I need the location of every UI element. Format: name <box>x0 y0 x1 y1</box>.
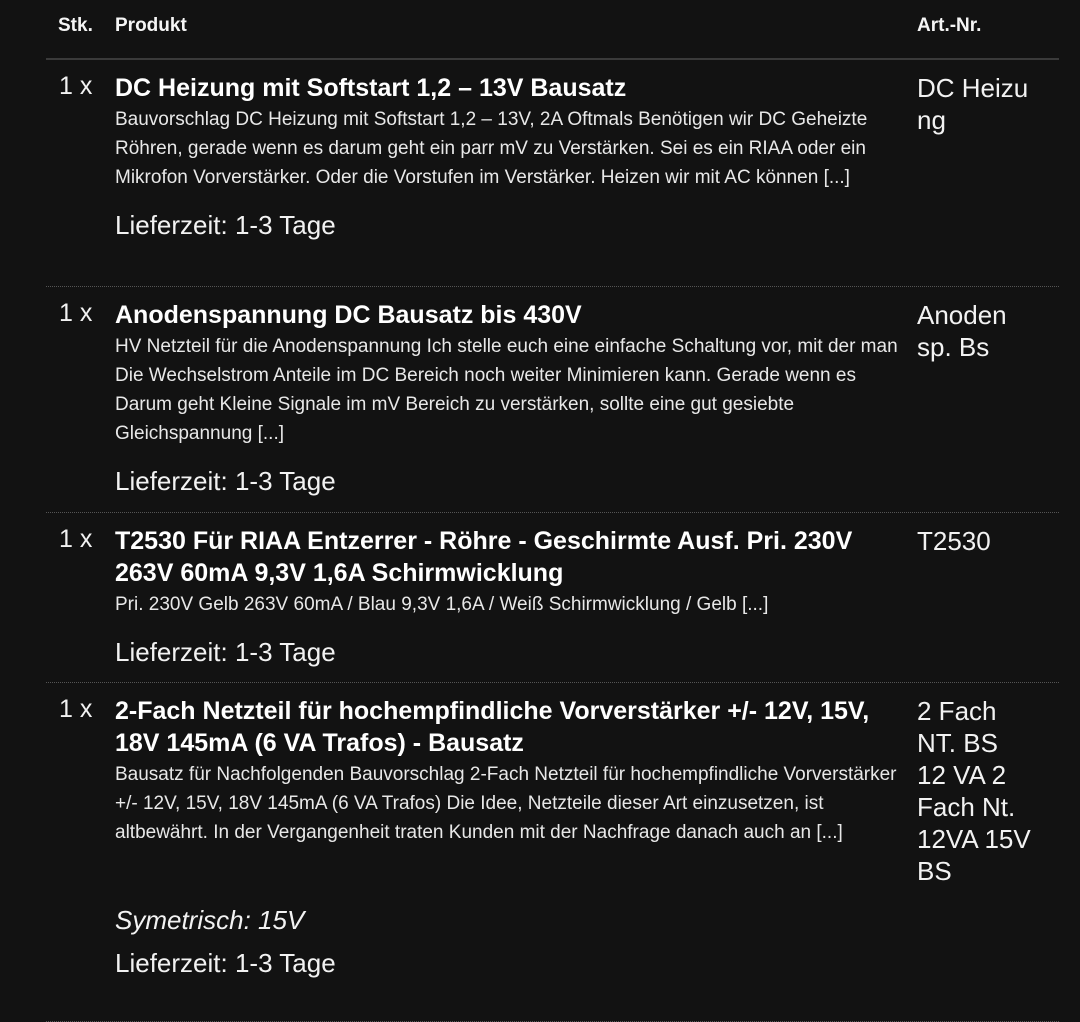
product-option: Symetrisch: 15V <box>115 905 305 935</box>
table-header <box>46 0 1059 60</box>
product-description: Pri. 230V Gelb 263V 60mA / Blau 9,3V 1,6A / Weiß Schirmwicklung / Gelb [...] <box>115 594 769 615</box>
delivery-time: Lieferzeit: 1-3 Tage <box>115 210 336 240</box>
delivery-time: Lieferzeit: 1-3 Tage <box>115 948 336 978</box>
product-title-link[interactable]: T2530 Für RIAA Entzerrer - Röhre - Geschirmte Ausf. Pri. 230V 263V 60mA 9,3V 1,6A Schirmwicklung <box>115 527 853 587</box>
table-row <box>46 60 1059 287</box>
product-cell <box>115 287 905 497</box>
product-cell <box>115 683 905 979</box>
delivery-time: Lieferzeit: 1-3 Tage <box>115 466 336 496</box>
product-cell <box>115 513 905 668</box>
product-description: Bausatz für Nachfolgenden Bauvorschlag 2-Fach Netzteil für hochempfindliche Vorverstärker +/- 12V, 15V, 18V 145mA (6 VA Trafos) Die Idee, Netzteile dieser Art einzusetzen, ist altbewährt. In der Vergangenheit traten Kunden mit der Nachfrage danach auch an [...] <box>115 764 897 843</box>
product-cell <box>115 60 905 241</box>
table-row <box>46 287 1059 513</box>
row-qty: 1 x <box>59 299 93 327</box>
table-row <box>46 513 1059 683</box>
product-title-link[interactable]: DC Heizung mit Softstart 1,2 – 13V Bausatz <box>115 74 627 102</box>
product-description: HV Netzteil für die Anodenspannung Ich stelle euch eine einfache Schaltung vor, mit der man Die Wechselstrom Anteile im DC Bereich noch weiter Minimieren kann. Gerade wenn es Darum geht Kleine Signale im mV Bereich zu verstärken, sollte eine gut gesiebte Gleichspannung [...] <box>115 336 898 444</box>
row-qty: 1 x <box>59 72 93 100</box>
article-number: Anoden sp. Bs <box>917 300 1007 362</box>
article-number: DC Heizung <box>917 73 1029 135</box>
delivery-time: Lieferzeit: 1-3 Tage <box>115 637 336 667</box>
header-qty: Stk. <box>58 15 93 36</box>
article-number: 2 Fach NT. BS 12 VA 2 Fach Nt. 12VA 15V BS <box>917 696 1031 886</box>
article-number: T2530 <box>917 526 991 556</box>
product-title-link[interactable]: Anodenspannung DC Bausatz bis 430V <box>115 301 582 329</box>
row-qty: 1 x <box>59 525 93 553</box>
header-product: Produkt <box>115 15 187 36</box>
cart-table <box>46 0 1059 1022</box>
product-title-link[interactable]: 2-Fach Netzteil für hochempfindliche Vorverstärker +/- 12V, 15V, 18V 145mA (6 VA Trafos) - Bausatz <box>115 697 870 757</box>
product-description: Bauvorschlag DC Heizung mit Softstart 1,2 – 13V, 2A Oftmals Benötigen wir DC Geheizte Röhren, gerade wenn es darum geht ein parr mV zu Verstärken. Sei es ein RIAA oder ein Mikrofon Vorverstärker. Oder die Vorstufen im Verstärker. Heizen wir mit AC können [...] <box>115 109 868 188</box>
row-qty: 1 x <box>59 695 93 723</box>
table-row <box>46 683 1059 1022</box>
header-art-nr: Art.-Nr. <box>917 15 982 36</box>
